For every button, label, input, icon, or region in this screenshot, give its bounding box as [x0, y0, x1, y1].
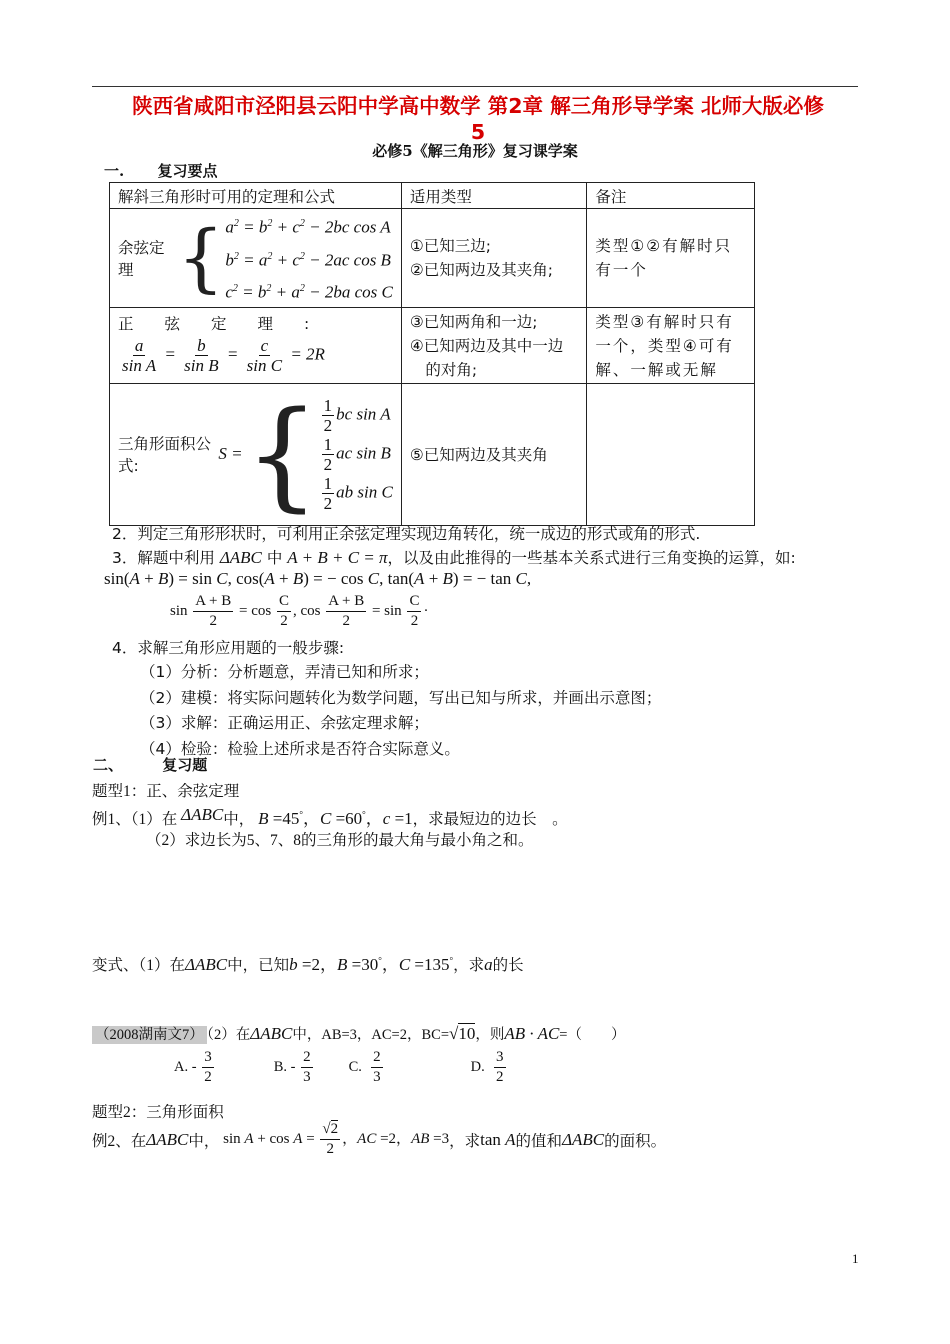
triangle-abc: ΔABC	[219, 548, 262, 567]
cosine-label: 余弦定理	[118, 238, 165, 279]
example-1-part-2: （2）求边长为5、7、8的三角形的最大角与最小角之和。	[146, 832, 534, 849]
area-formula-a: $\frac{1}{2}$ bc sin A	[323, 395, 391, 435]
hunan-text-c: ，则	[475, 1027, 505, 1043]
cosine-formula-c: $c^2 = b^2 + a^2 - 2ba$ cos C	[225, 282, 393, 302]
trig-identities-1: sin(A + B) = sin C, cos(A + B) = − cos C, tan(A + B) = − tan C,	[104, 569, 532, 588]
variant-text-d: 的长	[492, 957, 524, 974]
example-2-text-e: 的面积。	[604, 1132, 667, 1150]
hunan-text-d: =（ ）	[559, 1027, 626, 1043]
area-type-5: ⑤已知两边及其夹角	[401, 383, 587, 525]
table-row-cosine	[110, 209, 755, 308]
example-2: 例2、在 ΔABC 中， sin A + cos A = $\frac{√2}{2}$ ，AC =2，AB =3 ，求 tan A 的值和 ΔABC 的面积。	[92, 1121, 667, 1157]
option-b[interactable]: B. - $\frac{2}{3}$	[273, 1049, 311, 1085]
page-number: 1	[852, 1251, 859, 1266]
title-line-1: 陕西省咸阳市泾阳县云阳中学高中数学 第2章 解三角形导学案 北师大版必修	[132, 94, 824, 118]
step-3: （3）求解：正确运用正、余弦定理求解；	[140, 714, 429, 732]
title-line-2: 5	[470, 120, 486, 144]
formula-table	[109, 182, 755, 526]
point-3-text-b: 中	[266, 549, 283, 567]
variant-text-a: 变式、（1）在	[92, 957, 186, 974]
cosine-type-1: ①已知三边;	[409, 236, 491, 255]
type-1-heading: 题型1：正、余弦定理	[92, 783, 240, 800]
hunan-text-b: 中，AB=3，AC=2，BC=	[292, 1027, 450, 1043]
cosine-type-2: ②已知两边及其夹角;	[409, 260, 553, 279]
sine-label: 正 弦 定 理 :	[118, 314, 310, 333]
section-2-heading	[93, 754, 207, 775]
sine-type-4: ④已知两边及其中一边	[409, 336, 564, 355]
table-header-types: 适用类型	[401, 183, 587, 209]
option-b-label: B.	[273, 1058, 287, 1075]
area-formula-b: $\frac{1}{2}$ ac sin B	[323, 434, 391, 474]
area-formula-c: $\frac{1}{2}$ ab sin C	[323, 473, 393, 513]
section-2-label: 复习题	[162, 756, 208, 774]
section-1-number: 一.	[104, 162, 125, 180]
variant-text-c: ，求	[453, 957, 485, 974]
steps-list	[140, 660, 661, 762]
area-label: 三角形面积公式:	[118, 435, 212, 476]
angle-sum-formula: A + B + C = π	[287, 548, 388, 567]
example-1-text-c: ，求最短边的边长 。	[412, 811, 568, 828]
option-c-label: C.	[348, 1058, 362, 1075]
example-2-text-a: 例2、在	[92, 1132, 147, 1150]
section-1-heading	[104, 160, 217, 181]
hunan-text-a: （2）在	[206, 1027, 251, 1043]
sine-type-4-cont: 的对角;	[409, 360, 478, 379]
example-1-text-b: 中，	[223, 811, 255, 828]
example-1-part-1: 例1、（1）在 ΔABC中， B =45°，C =60°，c =1，求最短边的边长 。	[92, 805, 568, 828]
option-d-label: D.	[470, 1058, 485, 1075]
point-3-text-a: 3．解题中利用	[112, 549, 215, 567]
point-3-text-c: ，以及由此推得的一些基本关系式进行三角变换的运算，如:	[387, 549, 796, 567]
step-2: （2）建模：将实际问题转化为数学问题，写出已知与所求，并画出示意图；	[140, 688, 662, 707]
cosine-formula-a: $a^2 = b^2 + c^2 - 2bc$ cos A	[225, 217, 391, 237]
brace-icon: {	[177, 214, 225, 301]
sine-type-3: ③已知两角和一边;	[409, 312, 538, 331]
example-2-text-b: 中，	[188, 1132, 220, 1150]
trig-identities-2: sin $\frac{A + B}{2}$ = cos $\frac{C}{2}$ , cos $\frac{A + B}{2}$ = sin $\frac{C}{2}$ ·	[170, 593, 429, 629]
example-2-text-c: ，求	[449, 1132, 481, 1150]
table-header-formulas: 解斜三角形时可用的定理和公式	[110, 183, 402, 209]
subtitle: 必修5《解三角形》复习课学案	[372, 142, 578, 160]
table-row-area: 三角形面积公式: S = { $\frac{1}{2}$ bc sin A $\frac{1}{2}$ ac sin B $\frac{1}{2}$ ab sin C ⑤已知两边及其夹角	[110, 383, 755, 525]
example-1-text-a: （1）在	[130, 811, 178, 828]
cosine-formula-b: $b^2 = a^2 + c^2 - 2ac$ cos B	[225, 250, 391, 270]
option-d[interactable]: D. $\frac{3}{2}$	[470, 1049, 504, 1085]
area-note	[587, 383, 755, 525]
step-4: （4）检验：检验上述所求是否符合实际意义。	[140, 739, 460, 758]
variant-text-b: 中，已知	[227, 957, 290, 974]
option-a-label: A.	[174, 1058, 189, 1075]
cosine-note: 类型①②有解时只有一个	[587, 209, 755, 308]
example-2-text-d: 的值和	[515, 1132, 563, 1150]
section-2-number: 二、	[93, 756, 124, 774]
document-title	[92, 93, 864, 145]
type-2-heading: 题型2：三角形面积	[92, 1104, 224, 1121]
example-1-label: 例1、	[92, 811, 131, 828]
sine-formula: $\frac{a}{\text{sin A}}$ = $\frac{b}{\text{sin B}}$ = $\frac{c}{\text{sin C}}$ = 2R	[122, 335, 325, 375]
brace-icon: {	[244, 385, 320, 524]
section-1-label: 复习要点	[157, 162, 218, 180]
variant-1: 变式、（1）在ΔABC中，已知b =2，B =30°，C =135°，求a的长	[92, 955, 524, 974]
header-rule	[92, 86, 858, 87]
sine-note: 类型③有解时只有一个，类型④可有解、一解或无解	[587, 307, 755, 383]
option-c[interactable]: C. $\frac{2}{3}$	[348, 1049, 381, 1085]
point-2: 2．判定三角形形状时，可利用正余弦定理实现边角转化，统一成边的形式或角的形式.	[112, 525, 701, 543]
table-header-notes: 备注	[587, 183, 755, 209]
point-3	[112, 546, 796, 568]
source-tag: （2008湖南文7）	[92, 1026, 207, 1044]
table-header-row	[110, 183, 755, 209]
step-1: （1）分析：分析题意，弄清已知和所求；	[140, 663, 429, 681]
hunan-options	[174, 1048, 508, 1087]
point-4: 4．求解三角形应用题的一般步骤:	[112, 639, 345, 657]
hunan-question: （2008湖南文7） （2）在ΔABC中，AB=3，AC=2，BC=√10，则AB · AC=（ ）	[92, 1023, 625, 1044]
table-row-sine	[110, 307, 755, 383]
option-a[interactable]: A. - $\frac{3}{2}$	[174, 1049, 212, 1085]
